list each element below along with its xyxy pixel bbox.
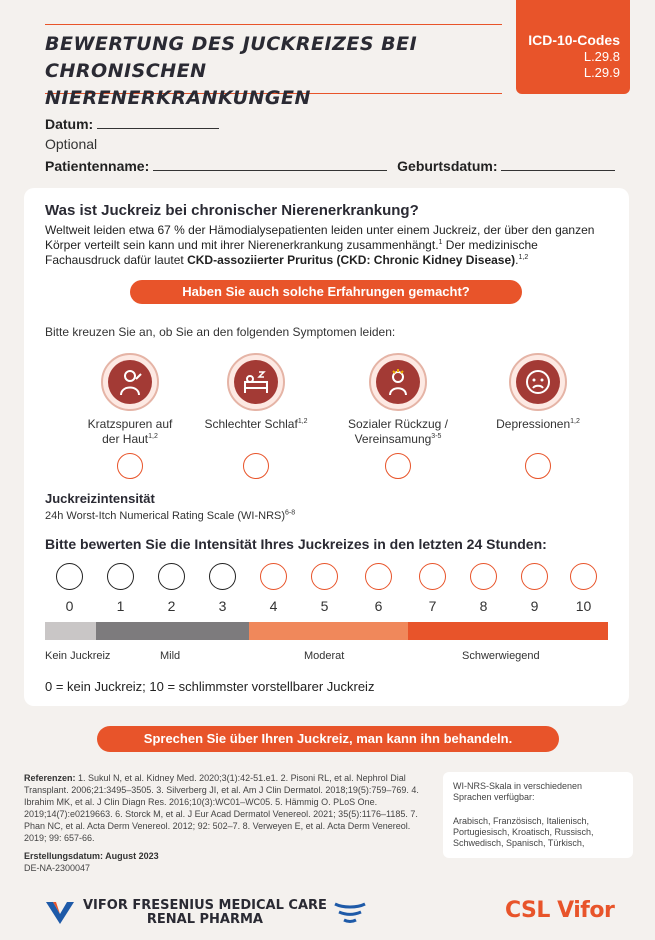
label-severe: Schwerwiegend — [462, 650, 540, 662]
rating-number: 7 — [428, 598, 437, 614]
fresenius-wave-icon — [333, 901, 367, 925]
date-row — [45, 116, 219, 132]
patient-name-field[interactable] — [153, 170, 387, 171]
intro-term: CKD-assoziierter Pruritus (CKD: Chronic Kidney Disease) — [187, 253, 516, 267]
bar-moderate — [249, 622, 408, 640]
stressed-person-icon — [369, 353, 427, 411]
rating-option-9[interactable] — [521, 563, 548, 590]
talk-banner: Sprechen Sie über Ihren Juckreiz, man kann ihn behandeln. — [97, 726, 559, 752]
label-mild: Mild — [160, 650, 181, 662]
intensity-title: Juckreizintensität — [45, 491, 155, 506]
intro-text: Weltweit leiden etwa 67 % der Hämodialysepatienten leiden unter einem Juckreiz, der über den ganzen Körper verteilt sein kann und mit ihrer Nierenerkrankung zusammenhängt.$^1$ Der medizinische Fachausdruck dafür lautet CKD-assoziierter Pruritus (CKD: Chronic Kidney Disease).$^{1,2}$ — [45, 223, 595, 267]
rating-option-4[interactable] — [260, 563, 287, 590]
vifor-line1: VIFOR FRESENIUS MEDICAL CARE — [83, 898, 327, 913]
rating-option-7[interactable] — [419, 563, 446, 590]
vifor-logo — [45, 898, 367, 928]
bar-none — [45, 622, 96, 640]
creation-date: Erstellungsdatum: August 2023 — [24, 851, 159, 861]
vifor-v-icon — [45, 900, 75, 926]
page-title-line1: BEWERTUNG DES JUCKREIZES BEI CHRONISCHEN — [45, 33, 418, 82]
rating-option-1[interactable] — [107, 563, 134, 590]
rating-number: 2 — [167, 598, 176, 614]
bar-severe — [408, 622, 608, 640]
bar-mild — [96, 622, 249, 640]
rating-option-10[interactable] — [570, 563, 597, 590]
icd-code-2: L.29.9 — [583, 65, 620, 80]
rating-number: 8 — [479, 598, 488, 614]
optional-note: Optional — [45, 136, 98, 152]
rating-option-8[interactable] — [470, 563, 497, 590]
rating-question: Bitte bewerten Sie die Intensität Ihres Juckreizes in den letzten 24 Stunden: — [45, 536, 547, 552]
symptom-checkbox[interactable] — [243, 453, 269, 479]
rating-option-6[interactable] — [365, 563, 392, 590]
bed-icon — [227, 353, 285, 411]
rating-number: 3 — [218, 598, 227, 614]
sad-face-icon — [509, 353, 567, 411]
symptom-checkbox[interactable] — [117, 453, 143, 479]
symptom-sleep — [191, 353, 321, 479]
vifor-line2: RENAL PHARMA — [146, 912, 263, 927]
title-block — [45, 24, 502, 109]
label-none: Kein Juckreiz — [45, 650, 111, 662]
page-title-line2: NIERENERKRANKUNGEN — [45, 87, 311, 109]
symptom-withdrawal — [333, 353, 463, 479]
symptom-depression — [473, 353, 603, 479]
rating-option-0[interactable] — [56, 563, 83, 590]
rating-number: 9 — [530, 598, 539, 614]
experience-banner: Haben Sie auch solche Erfahrungen gemacht? — [130, 280, 522, 304]
symptom-scratching — [65, 353, 195, 479]
rating-number: 4 — [269, 598, 278, 614]
main-card — [24, 188, 629, 706]
rating-number: 10 — [575, 598, 592, 614]
intro-question: Was ist Juckreiz bei chronischer Nierenerkrankung? — [45, 202, 419, 219]
scratching-person-icon — [101, 353, 159, 411]
patient-label: Patientenname: — [45, 158, 150, 174]
scale-legend: 0 = kein Juckreiz; 10 = schlimmster vorstellbarer Juckreiz — [45, 679, 375, 694]
label-moderate: Moderat — [304, 650, 345, 662]
languages-list: Arabisch, Französisch, Italienisch, Portugiesisch, Kroatisch, Russisch, Schwedisch, Spanisch, Türkisch, — [453, 816, 594, 848]
symptom-checkbox[interactable] — [525, 453, 551, 479]
rating-option-2[interactable] — [158, 563, 185, 590]
intensity-subtitle: 24h Worst-Itch Numerical Rating Scale $(WI-NRS)^{6-8}$ — [45, 509, 296, 522]
rating-number: 5 — [320, 598, 329, 614]
birth-label: Geburtsdatum: — [397, 158, 498, 174]
symptom-checkbox[interactable] — [385, 453, 411, 479]
rating-number: 6 — [374, 598, 383, 614]
csl-vifor-logo: CSL Vifor — [505, 898, 615, 923]
icd-code-1: L.29.8 — [583, 49, 620, 64]
symptom-label: Depressionen$^{1,2}$ — [496, 417, 580, 431]
rating-number: 0 — [65, 598, 74, 614]
symptom-label: Schlechter Schlaf$^{1,2}$ — [204, 417, 308, 431]
rating-number: 1 — [116, 598, 125, 614]
references: Referenzen: 1. Sukul N, et al. Kidney Med. 2020;3(1):42-51.e1. 2. Pisoni RL, et al. Nephrol Dial Transplant. 2006;21:3495–3505. 3. Silverberg JI, et al. Am J Clin Dermatol. 2018;19(5):759–769. 4. Ibrahim MK, et al. J Clin Diagn Res. 2016;10(3):WC01–WC05. 5. Hämmig O. PLoS One. 2019;14(7):e0219663. 6. Storck M, et al. J Eur Acad Dermatol Venereol. 2021; 35(5):1176–1185. 7. Phan NC, et al. Acta Derm Venereol. 2012; 92: 502–7. 8. Verweyen E, et al. Acta Derm Venereol. 2019; 99: 657-66. — [24, 773, 419, 843]
icd-codes-badge — [516, 0, 630, 94]
symptom-label: Sozialer Rückzug / Vereinsamung$^{3-5}$ — [347, 417, 449, 446]
icd-heading: ICD-10-Codes — [528, 32, 620, 48]
languages-box — [443, 772, 633, 858]
date-field[interactable] — [97, 128, 219, 129]
rating-option-3[interactable] — [209, 563, 236, 590]
birth-date-field[interactable] — [501, 170, 615, 171]
document-code: DE-NA-2300047 — [24, 863, 91, 873]
symptom-label: Kratzspuren auf der Haut$^{1,2}$ — [87, 417, 173, 446]
languages-intro: WI-NRS-Skala in verschiedenen Sprachen verfügbar: — [453, 781, 583, 802]
symptom-instruction: Bitte kreuzen Sie an, ob Sie an den folgenden Symptomen leiden: — [45, 325, 396, 339]
date-label: Datum: — [45, 116, 94, 132]
rating-option-5[interactable] — [311, 563, 338, 590]
patient-row — [45, 158, 615, 174]
